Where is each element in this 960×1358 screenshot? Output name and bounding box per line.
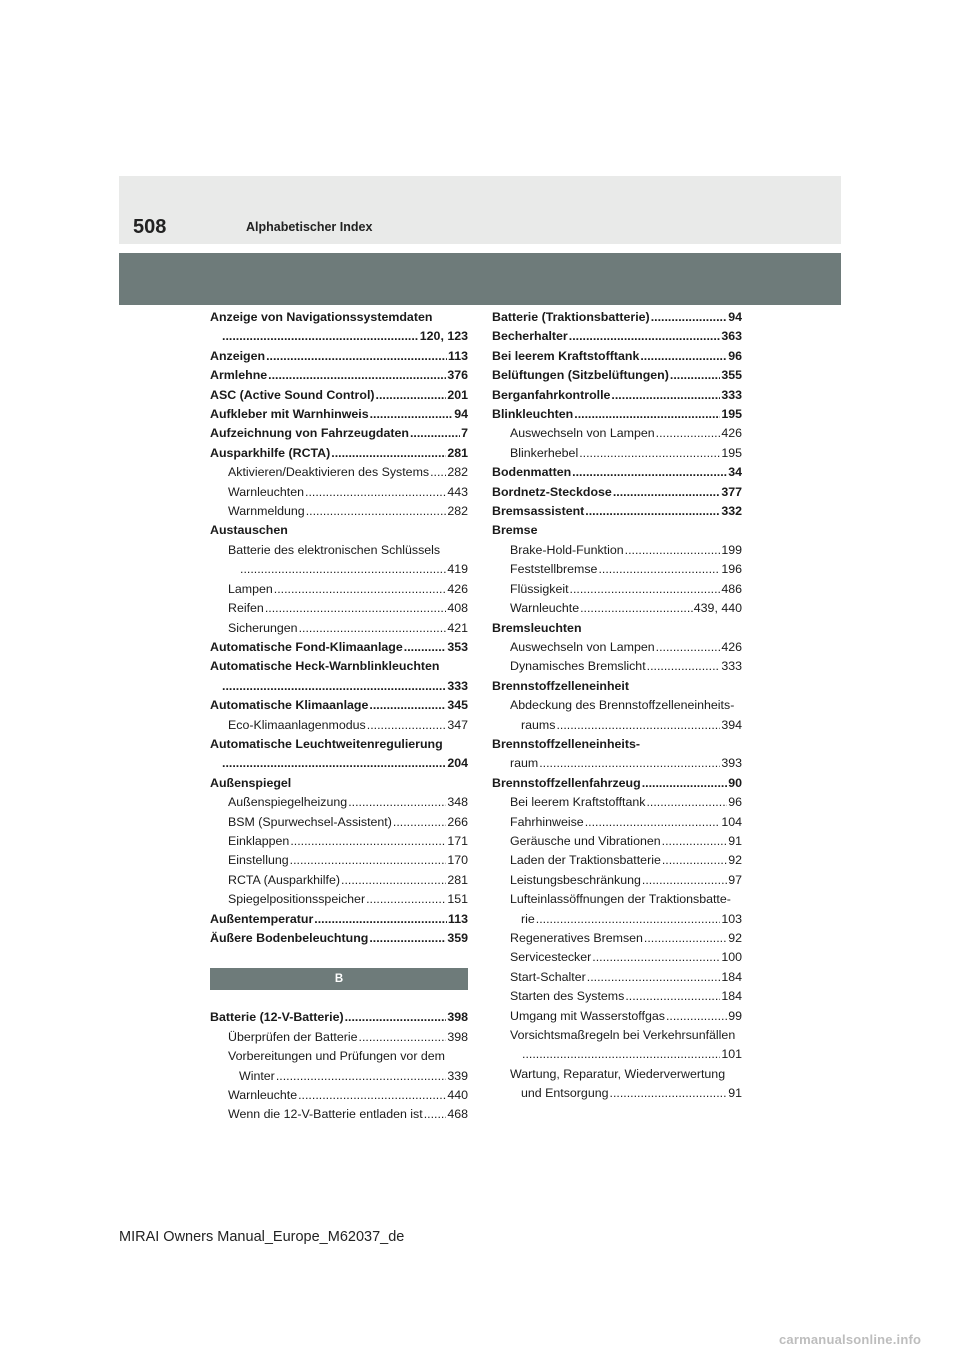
section-title: Alphabetischer Index	[246, 220, 373, 234]
index-subentry: Leistungsbeschränkung ..... 97	[492, 871, 742, 890]
index-entry: Anzeigen ..... 113	[210, 347, 468, 366]
index-subentry: Wartung, Reparatur, Wiederverwertung	[510, 1066, 726, 1081]
index-subentry: Feststellbremse ..... 196	[492, 560, 742, 579]
index-subentry: ..... 101	[492, 1045, 742, 1064]
index-entry: ..... 120, 123	[210, 327, 468, 346]
index-subentry: Fahrhinweise ..... 104	[492, 813, 742, 832]
index-subentry: Vorsichtsmaßregeln bei Verkehrsunfällen	[510, 1028, 736, 1043]
index-entry: Anzeige von Navigationssystemdaten	[210, 310, 433, 324]
index-entry: Bei leerem Kraftstofftank ..... 96	[492, 347, 742, 366]
index-column-right	[492, 308, 742, 1104]
index-entry: Brennstoffzellenfahrzeug ..... 90	[492, 774, 742, 793]
index-entry: Batterie (12-V-Batterie) ..... 398	[210, 1008, 468, 1027]
index-entry: Automatische Klimaanlage ..... 345	[210, 696, 468, 715]
index-entry: Berganfahrkontrolle ..... 333	[492, 386, 742, 405]
index-subentry: raum ..... 393	[492, 754, 742, 773]
index-subentry: Laden der Traktionsbatterie ..... 92	[492, 851, 742, 870]
index-entry: Automatische Leuchtweitenregulierung	[210, 736, 443, 751]
index-entry: Armlehne ..... 376	[210, 366, 468, 385]
index-subentry: Sicherungen ..... 421	[210, 619, 468, 638]
index-subentry: rie ..... 103	[492, 910, 742, 929]
index-subentry: Dynamisches Bremslicht ..... 333	[492, 657, 742, 676]
header-band	[119, 176, 841, 244]
index-entry: Brennstoffzelleneinheits-	[492, 736, 641, 751]
index-subentry: Start-Schalter ..... 184	[492, 968, 742, 987]
index-subentry: Brake-Hold-Funktion ..... 199	[492, 541, 742, 560]
index-subentry: Auswechseln von Lampen ..... 426	[492, 424, 742, 443]
index-subentry: Außenspiegelheizung ..... 348	[210, 793, 468, 812]
index-subentry: BSM (Spurwechsel-Assistent) ..... 266	[210, 813, 468, 832]
index-entry: Aufzeichnung von Fahrzeugdaten ..... 7	[210, 424, 468, 443]
index-entry: Ausparkhilfe (RCTA) ..... 281	[210, 444, 468, 463]
index-subentry: und Entsorgung ..... 91	[492, 1084, 742, 1103]
index-entry: Austauschen	[210, 523, 288, 538]
index-subentry: Geräusche und Vibrationen ..... 91	[492, 832, 742, 851]
index-subentry: Warnmeldung ..... 282	[210, 502, 468, 521]
index-subentry: raums ..... 394	[492, 716, 742, 735]
index-subentry: Bei leerem Kraftstofftank ..... 96	[492, 793, 742, 812]
index-subentry: Batterie des elektronischen Schlüssels	[228, 542, 441, 557]
index-entry: Blinkleuchten ..... 195	[492, 405, 742, 424]
index-entry: Automatische Heck-Warnblinkleuchten	[210, 659, 440, 674]
index-entry: Außenspiegel	[210, 775, 292, 790]
index-entry: Außentemperatur ..... 113	[210, 910, 468, 929]
index-subentry: Warnleuchte ..... 439, 440	[492, 599, 742, 618]
index-subentry: Überprüfen der Batterie ..... 398	[210, 1028, 468, 1047]
index-entry: Batterie (Traktionsbatterie) ..... 94	[492, 308, 742, 327]
index-entry: Bodenmatten ..... 34	[492, 463, 742, 482]
index-subentry: Eco-Klimaanlagenmodus ..... 347	[210, 716, 468, 735]
index-subentry: Einstellung ..... 170	[210, 851, 468, 870]
index-entry: Bremsassistent ..... 332	[492, 502, 742, 521]
index-column-left	[210, 308, 468, 1125]
index-entry: ..... 333	[210, 677, 468, 696]
index-subentry: Blinkerhebel ..... 195	[492, 444, 742, 463]
index-entry: Belüftungen (Sitzbelüftungen) ..... 355	[492, 366, 742, 385]
index-entry: ASC (Active Sound Control) ..... 201	[210, 386, 468, 405]
index-entry: ..... 204	[210, 754, 468, 773]
index-subentry: Vorbereitungen und Prüfungen vor dem	[228, 1049, 445, 1064]
watermark: carmanualsonline.info	[779, 1332, 922, 1347]
index-subentry: Umgang mit Wasserstoffgas ..... 99	[492, 1007, 742, 1026]
index-entry: Bremse	[492, 523, 538, 538]
header-dark-bar	[119, 253, 841, 305]
index-subentry: Flüssigkeit ..... 486	[492, 580, 742, 599]
index-subentry: Spiegelpositionsspeicher ..... 151	[210, 890, 468, 909]
footer-manual-name: MIRAI Owners Manual_Europe_M62037_de	[119, 1229, 405, 1245]
index-subentry: ..... 419	[210, 560, 468, 579]
index-subentry: Abdeckung des Brennstoffzelleneinheits-	[510, 698, 735, 713]
index-entry: Brennstoffzelleneinheit	[492, 678, 629, 693]
index-subentry: Starten des Systems ..... 184	[492, 987, 742, 1006]
index-subentry: Regeneratives Bremsen ..... 92	[492, 929, 742, 948]
index-entry: Aufkleber mit Warnhinweis ..... 94	[210, 405, 468, 424]
letter-divider-b: B	[210, 968, 468, 990]
index-entry: Becherhalter ..... 363	[492, 327, 742, 346]
index-subentry: Warnleuchte ..... 440	[210, 1086, 468, 1105]
index-entry: Bremsleuchten	[492, 620, 582, 635]
index-subentry: Lufteinlassöffnungen der Traktionsbatte-	[510, 892, 731, 907]
index-subentry: Winter ..... 339	[210, 1067, 468, 1086]
index-subentry: Warnleuchten ..... 443	[210, 483, 468, 502]
index-subentry: Servicestecker ..... 100	[492, 948, 742, 967]
index-subentry: Auswechseln von Lampen ..... 426	[492, 638, 742, 657]
index-subentry: Einklappen ..... 171	[210, 832, 468, 851]
page-number: 508	[133, 216, 167, 238]
index-subentry: RCTA (Ausparkhilfe) ..... 281	[210, 871, 468, 890]
index-subentry: Lampen ..... 426	[210, 580, 468, 599]
index-subentry: Reifen ..... 408	[210, 599, 468, 618]
index-subentry: Aktivieren/Deaktivieren des Systems ..... 282	[210, 463, 468, 482]
index-entry: Äußere Bodenbeleuchtung ..... 359	[210, 929, 468, 948]
index-entry: Automatische Fond-Klimaanlage ..... 353	[210, 638, 468, 657]
index-entry: Bordnetz-Steckdose ..... 377	[492, 483, 742, 502]
index-subentry: Wenn die 12-V-Batterie entladen ist ..... 468	[210, 1105, 468, 1124]
